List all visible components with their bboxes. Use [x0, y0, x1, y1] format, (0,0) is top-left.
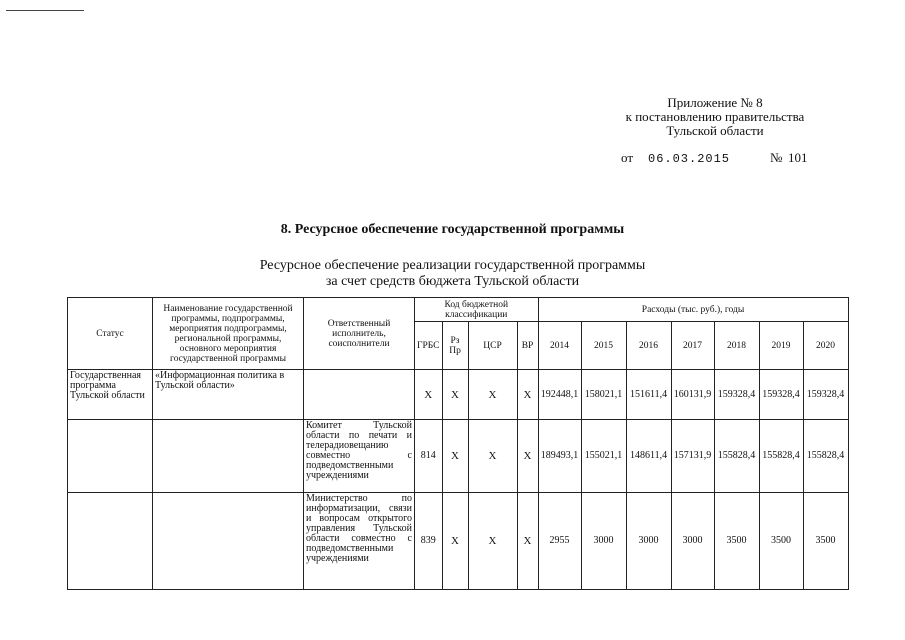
- appendix-region: Тульской области: [666, 123, 764, 138]
- row-executor: Комитет Тульской области по печати и телерадиовещанию совместно с подведомственными учреждениями: [304, 420, 415, 493]
- header-expenses: Расходы (тыс. руб.), годы: [538, 298, 848, 322]
- row-value: 155021,1: [581, 420, 626, 493]
- row-value: 3500: [759, 493, 803, 590]
- row-value: 3500: [803, 493, 848, 590]
- header-year: 2020: [803, 322, 848, 370]
- header-rule: [6, 10, 84, 11]
- row-executor: Министерство по информатизации, связи и вопросам открытого управления Тульской области совместно с подведомственными учреждениями: [304, 493, 415, 590]
- row-csr: X: [468, 493, 517, 590]
- row-value: 157131,9: [671, 420, 714, 493]
- appendix-number: Приложение № 8: [667, 95, 763, 110]
- row-executor: [304, 370, 415, 420]
- row-value: 151611,4: [626, 370, 671, 420]
- row-value: 159328,4: [714, 370, 759, 420]
- row-rzpr: X: [442, 420, 468, 493]
- header-year: 2015: [581, 322, 626, 370]
- header-year: 2016: [626, 322, 671, 370]
- row-value: 3000: [671, 493, 714, 590]
- header-rzpr: Рз Пр: [442, 322, 468, 370]
- row-vr: X: [517, 420, 538, 493]
- row-name: «Информационная политика в Тульской области»: [153, 370, 304, 420]
- header-year: 2018: [714, 322, 759, 370]
- header-grbs: ГРБС: [415, 322, 443, 370]
- row-value: 159328,4: [803, 370, 848, 420]
- order-from-label: от: [621, 150, 634, 165]
- row-value: 155828,4: [803, 420, 848, 493]
- header-budget-code: Код бюджетной классификации: [415, 298, 539, 322]
- row-csr: X: [468, 420, 517, 493]
- row-value: 3500: [714, 493, 759, 590]
- row-status: [68, 420, 153, 493]
- row-grbs: 839: [415, 493, 443, 590]
- header-executor: Ответственный исполнитель, соисполнители: [304, 298, 415, 370]
- subtitle-line-1: Ресурсное обеспечение реализации государственной программы: [259, 258, 646, 273]
- table-row: [68, 493, 849, 590]
- header-name: Наименование государственной программы, подпрограммы, мероприятия подпрограммы, региональной программы, основного мероприятия государственной программы: [153, 298, 304, 370]
- header-csr: ЦСР: [468, 322, 517, 370]
- row-name: [153, 493, 304, 590]
- row-value: 3000: [626, 493, 671, 590]
- table-row: [68, 370, 849, 420]
- row-status: Государственная программа Тульской области: [68, 370, 153, 420]
- row-vr: X: [517, 370, 538, 420]
- row-value: 2955: [538, 493, 581, 590]
- section-title: 8. Ресурсное обеспечение государственной программы: [280, 222, 625, 237]
- row-status: [68, 493, 153, 590]
- header-year: 2017: [671, 322, 714, 370]
- row-value: 158021,1: [581, 370, 626, 420]
- row-rzpr: X: [442, 493, 468, 590]
- order-date: 06.03.2015: [648, 152, 731, 166]
- row-name: [153, 420, 304, 493]
- row-grbs: 814: [415, 420, 443, 493]
- order-number-label: №: [770, 150, 783, 165]
- subtitle-line-2: за счет средств бюджета Тульской области: [325, 274, 580, 289]
- row-grbs: X: [415, 370, 443, 420]
- row-csr: X: [468, 370, 517, 420]
- row-value: 155828,4: [714, 420, 759, 493]
- row-value: 192448,1: [538, 370, 581, 420]
- appendix-resolution: к постановлению правительства: [625, 109, 805, 124]
- row-value: 160131,9: [671, 370, 714, 420]
- resource-table: [67, 297, 849, 590]
- row-rzpr: X: [442, 370, 468, 420]
- row-value: 148611,4: [626, 420, 671, 493]
- header-year: 2019: [759, 322, 803, 370]
- header-year: 2014: [538, 322, 581, 370]
- row-value: 155828,4: [759, 420, 803, 493]
- row-vr: X: [517, 493, 538, 590]
- row-value: 159328,4: [759, 370, 803, 420]
- table-row: [68, 420, 849, 493]
- header-vr: ВР: [517, 322, 538, 370]
- row-value: 3000: [581, 493, 626, 590]
- row-value: 189493,1: [538, 420, 581, 493]
- order-number: 101: [788, 150, 808, 165]
- appendix-block: [560, 96, 870, 138]
- subtitle: [0, 258, 905, 290]
- header-status: Статус: [68, 298, 153, 370]
